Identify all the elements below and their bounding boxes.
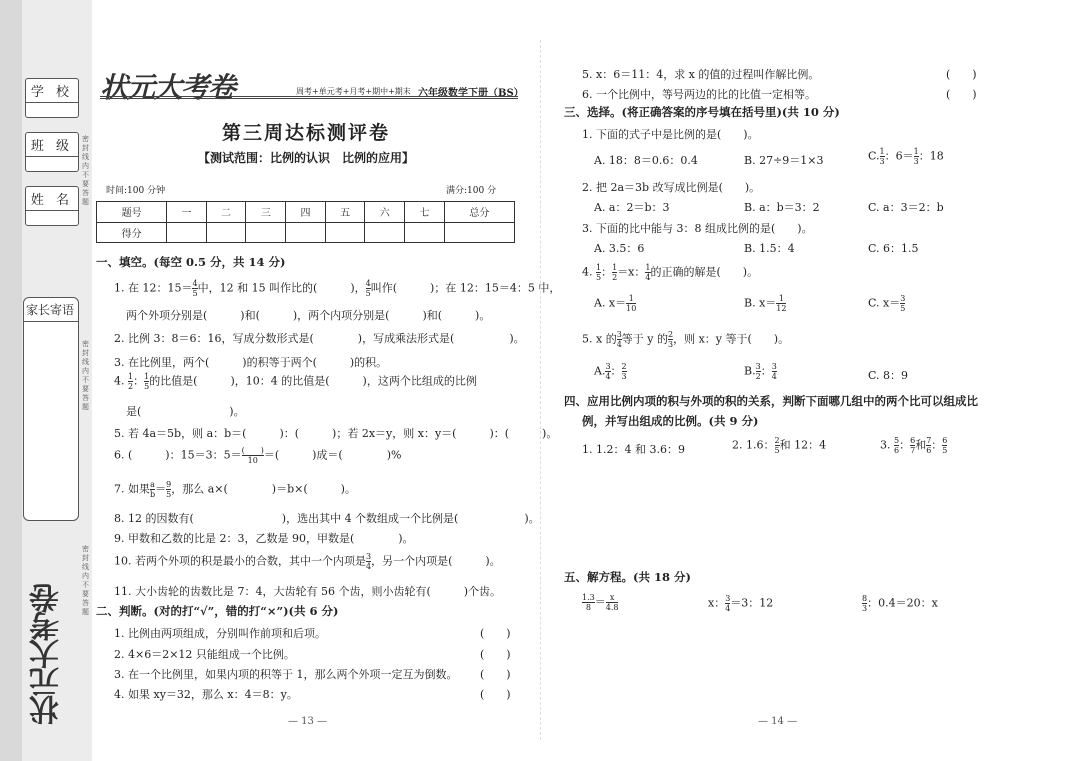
choice-2-c[interactable]: C. a：3＝2：b [868, 201, 944, 214]
question-4b: 是( )。 [126, 405, 245, 418]
school-field[interactable] [25, 78, 79, 118]
score-header: 一 [167, 202, 207, 223]
judge-5: 5. x：6＝11：4，求 x 的值的过程叫作解比例。 [582, 68, 820, 81]
parent-message-box[interactable] [23, 297, 79, 521]
fraction: $\frac{1}{2}$ [612, 263, 618, 282]
choice-1-b[interactable]: B. 27÷9＝1×3 [744, 154, 824, 167]
fraction: $\frac{x}{4.8}$ [605, 593, 619, 612]
choice-3-b[interactable]: B. 1.5：4 [744, 242, 795, 255]
equation-2-text: x： [708, 596, 726, 610]
choice-3: 3. 下面的比中能与 3：8 组成比例的是( )。 [582, 222, 813, 235]
judge-2: 2. 4×6＝2×12 只能组成一个比例。 [114, 648, 295, 661]
equation-1: $\frac{1.3}{8}$ ＝ $\frac{x}{4.8}$ [582, 593, 619, 612]
section-4-title: 四、应用比例内项的积与外项的积的关系，判断下面哪几组中的两个比可以组成比 [564, 394, 978, 408]
choice-5-b[interactable]: B. $\frac{3}{2}$ ： $\frac{3}{4}$ [744, 362, 777, 381]
judge-3: 3. 在一个比例里，如果内项的积等于 1，那么两个外项一定互为倒数。 [114, 668, 458, 681]
fraction: $\frac{2}{3}$ [668, 330, 674, 349]
page-number-left: — 13 — [288, 716, 328, 727]
choice-4-b[interactable] [744, 294, 786, 313]
ratio-pair-3: 3. $\frac{5}{6}$ ： $\frac{6}{7}$ 和 $\frac{7}{6}$ ： $\frac{6}{5}$ [880, 436, 948, 455]
judge-answer-5[interactable]: ( ) [946, 68, 977, 81]
page-number-right: — 14 — [758, 716, 798, 727]
fraction: $\frac{3}{4}$ [771, 362, 777, 381]
score-header: 四 [286, 202, 326, 223]
fraction: $\frac{2}{5}$ [774, 436, 780, 455]
judge-6: 6. 一个比例中，等号两边的比的比值一定相等。 [582, 88, 816, 101]
q4-text: 的比值是( )，10：4 的比值是( )，这两个比组成的比例 [149, 374, 477, 388]
judge-answer-4[interactable]: ( ) [480, 688, 511, 701]
fraction: $\frac{3}{5}$ [900, 294, 906, 313]
name-field[interactable] [25, 186, 79, 226]
test-range: 【测试范围：比例的认识 比例的应用】 [197, 151, 414, 165]
equation-2 [708, 594, 773, 613]
class-field[interactable] [25, 132, 79, 172]
fraction: $\frac{1}{2}$ [128, 372, 134, 391]
fraction: $\frac{3}{4}$ [605, 362, 611, 381]
judge-answer-6[interactable]: ( ) [946, 88, 977, 101]
judge-answer-1[interactable]: ( ) [480, 627, 511, 640]
q1-text-a: 1. 在 12：15＝ [114, 281, 193, 295]
class-label: 班 级 [30, 139, 74, 154]
judge-4: 4. 如果 xy＝32，那么 x：4＝8：y。 [114, 688, 298, 701]
question-4: 4. $\frac{1}{2}$ ： $\frac{1}{5}$ 的比值是( )，10：4 的比值是( )，这两个比组成的比例 [114, 372, 477, 391]
judge-answer-2[interactable]: ( ) [480, 648, 511, 661]
grade-text: 六年级数学下册（BS） [418, 88, 524, 99]
choice-4-c-label: C. x＝ [868, 296, 901, 310]
choice-4-text: 的正确的解是( )。 [650, 265, 759, 279]
q7-text-b: ，那么 a×( )＝b×( )。 [171, 482, 356, 496]
fraction: $\frac{2}{3}$ [621, 362, 627, 381]
fraction: $\frac{1}{5}$ [596, 263, 602, 282]
score-cell[interactable] [167, 222, 207, 243]
choice-5-a[interactable]: A. $\frac{3}{4}$ ： $\frac{2}{3}$ [594, 362, 627, 381]
choice-5-c[interactable]: C. 8：9 [868, 369, 909, 382]
fraction: $\frac{9}{5}$ [166, 480, 172, 499]
fraction: $\frac{7}{6}$ [926, 436, 932, 455]
score-cell[interactable] [246, 222, 286, 243]
question-2: 2. 比例 3：8＝6：16，写成分数形式是( )，写成乘法形式是( )。 [114, 332, 525, 345]
q7-text: 7. 如果 [114, 482, 150, 496]
choice-3-a[interactable]: A. 3.5：6 [594, 242, 645, 255]
score-header: 七 [405, 202, 445, 223]
fraction: $\frac{1}{5}$ [144, 372, 150, 391]
choice-5-b-label: B. [744, 364, 756, 378]
choice-2: 2. 把 2a＝3b 改写成比例是( )。 [582, 181, 761, 194]
fraction: $\frac{( )}{10}$ [241, 446, 264, 465]
choice-1-a[interactable]: A. 18：8＝0.6：0.4 [594, 154, 698, 167]
fraction: $\frac{8}{3}$ [862, 594, 868, 613]
fraction: $\frac{6}{7}$ [910, 436, 916, 455]
q6-text-b: ＝( )成＝( )% [263, 448, 402, 462]
judge-1: 1. 比例由两项组成，分别叫作前项和后项。 [114, 627, 326, 640]
fraction: $\frac{6}{5}$ [942, 436, 948, 455]
choice-2-b[interactable]: B. a：b＝3：2 [744, 201, 820, 214]
q10-text-b: ，另一个内项是( )。 [371, 554, 501, 568]
equation-2-text-b: ＝3：12 [730, 596, 774, 610]
q1-text-b: 中，12 和 15 叫作比的( )， [197, 281, 366, 295]
fraction: $\frac{1.3}{8}$ [582, 593, 595, 612]
choice-4-c[interactable] [868, 294, 905, 313]
fraction: $\frac{4}{5}$ [192, 279, 198, 298]
time-text: 时间:100 分钟 [106, 186, 166, 196]
score-header: 六 [365, 202, 405, 223]
section-3-title: 三、选择。(将正确答案的序号填在括号里)(共 10 分) [564, 105, 840, 119]
score-row-label: 得分 [97, 222, 167, 243]
choice-4-a-label: A. x＝ [594, 296, 627, 310]
equation-3 [862, 594, 938, 613]
seal-note-3: 密封线内不要答题 [82, 545, 89, 616]
fraction: $\frac{1}{10}$ [626, 294, 637, 313]
choice-5-text-c: ，则 x：y 等于( )。 [673, 332, 790, 346]
strip-logo: 状元大考卷 [30, 585, 65, 725]
page-title: 第三周达标测评卷 [221, 122, 390, 144]
parent-message-label: 家长寄语 [24, 298, 78, 322]
page-divider [540, 40, 541, 740]
question-5: 5. 若 4a＝5b，则 a：b＝( )：( )；若 2x＝y，则 x：y＝( )：( )。 [114, 427, 558, 440]
fraction: $\frac{3}{4}$ [366, 552, 372, 571]
fraction: $\frac{1}{12}$ [776, 294, 787, 313]
question-6 [114, 446, 401, 465]
choice-3-c[interactable]: C. 6：1.5 [868, 242, 919, 255]
score-cell[interactable] [286, 222, 326, 243]
score-header: 题号 [97, 202, 167, 223]
seal-note-1: 密封线内不要答题 [82, 135, 89, 206]
choice-4-b-label: B. x＝ [744, 296, 777, 310]
choice-5 [582, 330, 789, 349]
choice-1: 1. 下面的式子中是比例的是( )。 [582, 128, 759, 141]
fraction: $\frac{3}{4}$ [616, 330, 622, 349]
question-3: 3. 在比例里，两个( )的积等于两个( )的积。 [114, 356, 388, 369]
binding-strip [0, 0, 22, 761]
question-9: 9. 甲数和乙数的比是 2：3，乙数是 90，甲数是( )。 [114, 532, 414, 545]
section-5-title: 五、解方程。(共 18 分) [564, 570, 691, 584]
judge-answer-3[interactable]: ( ) [480, 668, 511, 681]
choice-2-a[interactable]: A. a：2＝b：3 [594, 201, 670, 214]
section-2-title: 二、判断。(对的打“√”，错的打“×”)(共 6 分) [96, 604, 339, 618]
name-label: 姓 名 [30, 193, 74, 208]
score-header: 总分 [444, 202, 514, 223]
fraction: $\frac{a}{b}$ [150, 480, 156, 499]
q6-text: 6. ( )：15＝3：5＝ [114, 448, 242, 462]
question-1a [114, 279, 560, 298]
question-7: 7. 如果 $\frac{a}{b}$ ＝ $\frac{9}{5}$ ，那么 a×( )＝b×( )。 [114, 480, 356, 499]
score-cell[interactable] [206, 222, 246, 243]
choice-5-a-label: A. [594, 364, 606, 378]
ratio-pair-2-text-b: 和 12：4 [779, 438, 827, 452]
ratio-pair-2 [732, 436, 826, 455]
header-rule [100, 96, 518, 99]
fraction: $\frac{3}{4}$ [725, 594, 731, 613]
choice-4-a[interactable] [594, 294, 636, 313]
fraction: $\frac{5}{6}$ [894, 436, 900, 455]
brand-logo: 状元大考卷 [100, 71, 236, 104]
score-header: 三 [246, 202, 286, 223]
fraction: $\frac{1}{3}$ [913, 147, 919, 166]
fraction: $\frac{1}{3}$ [879, 147, 885, 166]
q1-text-c: 叫作( )；在 12：15＝4：5 中， [370, 281, 561, 295]
choice-5-text-b: 等于 y 的 [621, 332, 669, 346]
full-score-text: 满分:100 分 [446, 186, 497, 196]
choice-5-text-a: 5. x 的 [582, 332, 617, 346]
seal-note-2: 密封线内不要答题 [82, 340, 89, 411]
section-1-title: 一、填空。(每空 0.5 分，共 14 分) [96, 255, 286, 269]
series-text: 周考+单元考+月考+期中+期末 [296, 87, 411, 96]
question-1b: 两个外项分别是( )和( )，两个内项分别是( )和( )。 [126, 309, 491, 322]
score-table [96, 201, 515, 243]
score-cell[interactable] [325, 222, 365, 243]
score-row [97, 222, 515, 243]
ratio-pair-3-text: 3. [880, 438, 891, 452]
score-cell[interactable] [405, 222, 445, 243]
score-header: 五 [325, 202, 365, 223]
fraction: $\frac{4}{5}$ [365, 279, 371, 298]
score-header: 二 [206, 202, 246, 223]
score-cell[interactable] [444, 222, 514, 243]
question-10 [114, 552, 501, 571]
question-11: 11. 大小齿轮的齿数比是 7：4，大齿轮有 56 个齿，则小齿轮有( )个齿。 [114, 585, 502, 598]
fraction: $\frac{1}{4}$ [645, 263, 651, 282]
fraction: $\frac{3}{2}$ [755, 362, 761, 381]
q10-text: 10. 若两个外项的积是最小的合数，其中一个内项是 [114, 554, 366, 568]
choice-4: 4. $\frac{1}{5}$ ： $\frac{1}{2}$ ＝x： $\frac{1}{4}$ 的正确的解是( )。 [582, 263, 759, 282]
choice-1-c-label: C. [868, 149, 880, 163]
score-cell[interactable] [365, 222, 405, 243]
ratio-pair-2-text: 2. 1.6： [732, 438, 775, 452]
score-header-row [97, 202, 515, 223]
section-4-title-b: 例，并写出组成的比例。(共 9 分) [582, 414, 759, 428]
choice-1-c[interactable]: C. $\frac{1}{3}$ ：6＝ $\frac{1}{3}$ ：18 [868, 147, 944, 166]
question-8: 8. 12 的因数有( )，选出其中 4 个数组成一个比例是( )。 [114, 512, 540, 525]
equation-3-text: ：0.4＝20：x [867, 596, 938, 610]
school-label: 学 校 [30, 85, 74, 100]
ratio-pair-1: 1. 1.2：4 和 3.6：9 [582, 443, 685, 456]
